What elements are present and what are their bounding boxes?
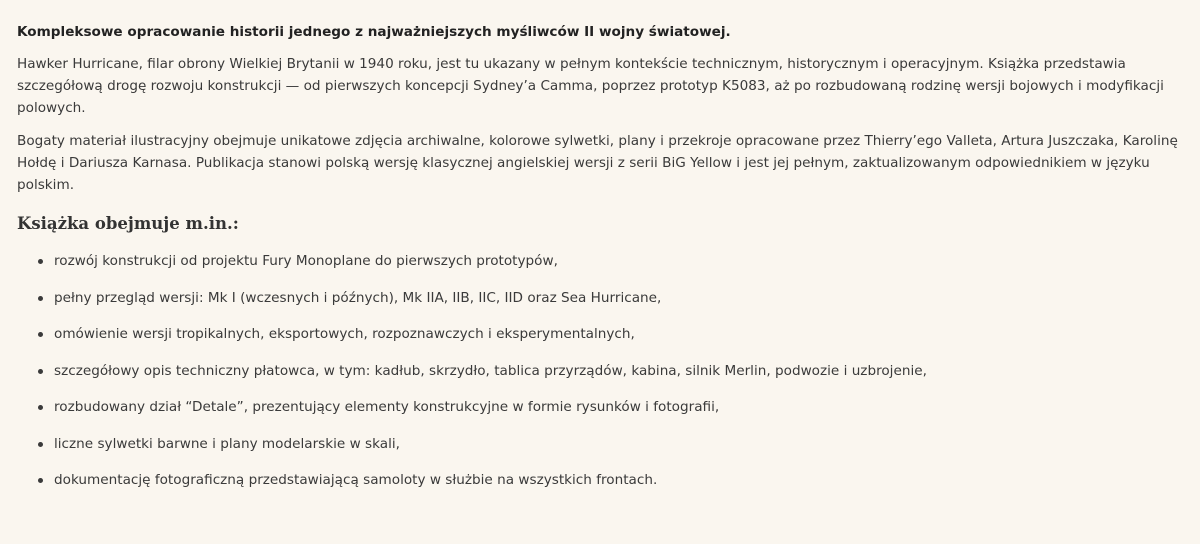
list-item-text: pełny przegląd wersji: Mk I (wczesnych i późnych), Mk IIA, IIB, IIC, IID oraz Sea Hurricane, [54,289,662,306]
list-item-text: dokumentację fotograficzną przedstawiającą samoloty w służbie na wszystkich frontach. [54,472,658,488]
bullet-icon [38,332,43,337]
bullet-icon [38,478,43,483]
list-item-text: szczegółowy opis techniczny płatowca, w tym: kadłub, skrzydło, tablica przyrządów, kabina, silnik Merlin, podwozie i uzbrojenie, [54,362,927,379]
bullet-icon [38,259,43,264]
list-item [38,469,1184,491]
list-item-text: rozwój konstrukcji od projektu Fury Monoplane do pierwszych prototypów, [54,253,558,269]
list-item [38,323,1184,345]
bullet-icon [38,369,43,374]
list-item-text: liczne sylwetki barwne i plany modelarskie w skali, [54,435,400,452]
list-item [38,360,1184,382]
list-item [38,396,1184,418]
list-item-text: omówienie wersji tropikalnych, eksportowych, rozpoznawczych i eksperymentalnych, [54,326,635,342]
description-paragraph-1: Hawker Hurricane, filar obrony Wielkiej Brytanii w 1940 roku, jest tu ukazany w pełnym kontekście technicznym, historycznym i operacyjnym. Książka przedstawia szczegółową drogę rozwoju konstrukcji — od pierwszych koncepcji Sydney’a Camma, poprzez prototyp K5083, aż po rozbudowaną rodzinę wersji bojowych i modyfikacji polowych. [17,56,1164,116]
bullet-icon [38,442,43,447]
description-lead: Kompleksowe opracowanie historii jednego z najważniejszych myśliwców II wojny światowej. [17,24,731,40]
bullet-icon [38,296,43,301]
list-item [38,287,1184,309]
list-item [38,433,1184,455]
contents-heading: Książka obejmuje m.in.: [17,214,239,233]
list-item [38,250,1184,272]
list-item-text: rozbudowany dział “Detale”, prezentujący elementy konstrukcyjne w formie rysunków i fotografii, [54,399,720,415]
contents-list [17,250,1184,491]
description-paragraph-2: Bogaty materiał ilustracyjny obejmuje unikatowe zdjęcia archiwalne, kolorowe sylwetki, plany i przekroje opracowane przez Thierry’ego Valleta, Artura Juszczaka, Karolinę Hołdę i Dariusza Karnasa. Publikacja stanowi polską wersję klasycznej angielskiej wersji z serii BiG Yellow i jest jej pełnym, zaktualizowanym odpowiednikiem w języku polskim. [17,133,1178,193]
bullet-icon [38,405,43,410]
